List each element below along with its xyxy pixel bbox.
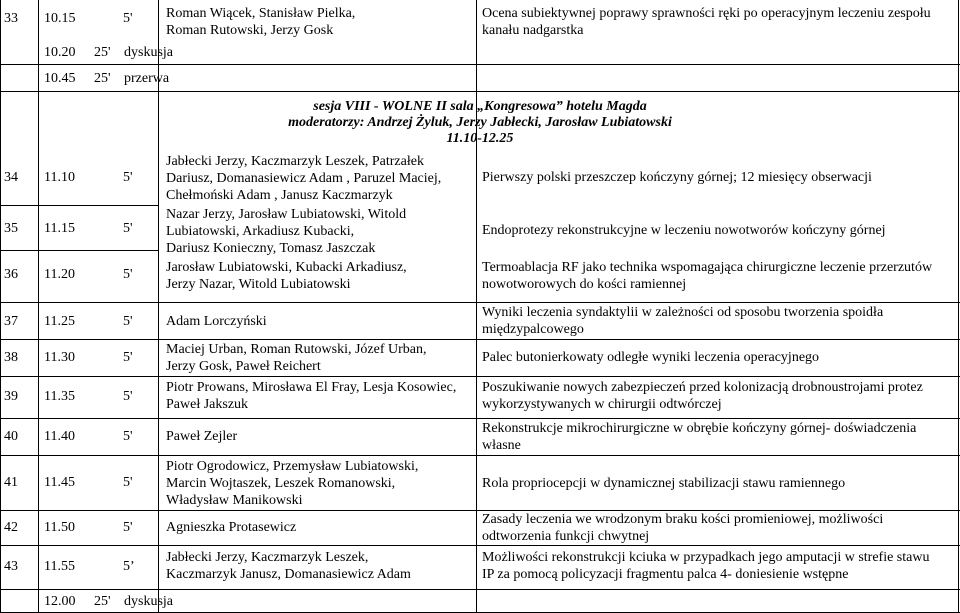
- break-label: dyskusja: [124, 594, 173, 609]
- grid-line: [0, 250, 158, 251]
- session-title: sesja VIII - WOLNE II sala „Kongresowa” hotelu Magda: [313, 99, 647, 114]
- row-time: 11.45: [44, 475, 75, 490]
- row-time: 10.15: [44, 11, 76, 26]
- row-time: 11.15: [44, 221, 75, 236]
- row-duration: 5': [123, 389, 133, 404]
- row-authors: Jerzy Gosk, Paweł Reichert: [166, 359, 321, 374]
- grid-line: [158, 0, 159, 613]
- break-time: 10.20: [44, 45, 76, 60]
- row-authors: Maciej Urban, Roman Rutowski, Józef Urban,: [166, 342, 427, 357]
- break-duration: 25': [94, 71, 111, 86]
- break-duration: 25': [94, 45, 111, 60]
- row-time: 11.10: [44, 170, 75, 185]
- row-title: międzypalcowego: [482, 322, 584, 337]
- grid-line: [0, 91, 960, 92]
- row-time: 11.20: [44, 267, 75, 282]
- row-authors: Nazar Jerzy, Jarosław Lubiatowski, Witold: [166, 207, 407, 222]
- row-duration: 5': [123, 314, 133, 329]
- row-title: Pierwszy polski przeszczep kończyny górnej; 12 miesięcy obserwacji: [482, 170, 872, 185]
- row-authors: Agnieszka Protasewicz: [166, 520, 297, 535]
- row-title: Palec butonierkowaty odległe wyniki leczenia operacyjnego: [482, 350, 820, 365]
- row-title: Ocena subiektywnej poprawy sprawności ręki po operacyjnym leczeniu zespołu: [482, 6, 931, 21]
- row-authors: Marcin Wojtaszek, Leszek Romanowski,: [166, 476, 396, 491]
- row-time: 11.25: [44, 314, 75, 329]
- row-title: Endoprotezy rekonstrukcyjne w leczeniu nowotworów kończyny górnej: [482, 223, 886, 238]
- row-authors: Paweł Zejler: [166, 429, 238, 444]
- row-number: 39: [4, 389, 18, 404]
- grid-line: [476, 0, 477, 613]
- row-authors: Władysław Manikowski: [166, 493, 303, 508]
- row-authors: Piotr Prowans, Mirosława El Fray, Lesja Kosowiec,: [166, 380, 457, 395]
- row-title: wykorzystywanych w chirurgii odtwórczej: [482, 397, 722, 412]
- row-title: odtworzenia funkcji chwytnej: [482, 529, 650, 544]
- row-number: 37: [4, 314, 18, 329]
- row-time: 11.35: [44, 389, 75, 404]
- grid-line: [0, 545, 960, 546]
- grid-line: [0, 589, 960, 590]
- row-duration: 5': [123, 267, 133, 282]
- row-title: kanału nadgarstka: [482, 23, 584, 38]
- break-label: dyskusja: [124, 45, 173, 60]
- grid-line: [0, 339, 960, 340]
- row-authors: Roman Wiącek, Stanisław Pielka,: [166, 6, 356, 21]
- session-moderators: moderatorzy: Andrzej Żyluk, Jerzy Jabłecki, Jarosław Lubiatowski: [288, 115, 672, 130]
- row-duration: 5': [123, 520, 133, 535]
- row-authors: Jabłecki Jerzy, Kaczmarzyk Leszek, Patrzałek: [166, 154, 424, 169]
- break-duration: 25': [94, 594, 111, 609]
- grid-line: [0, 64, 960, 65]
- row-duration: 5': [123, 350, 133, 365]
- row-title: Rekonstrukcje mikrochirurgiczne w obrębie kończyny górnej- doświadczenia: [482, 421, 917, 436]
- break-label: przerwa: [124, 71, 170, 86]
- row-number: 42: [4, 520, 18, 535]
- grid-line: [0, 418, 960, 419]
- row-title: IP za pomocą policyzacji fragmentu palca 4- doniesienie wstępne: [482, 567, 849, 582]
- session-time: 11.10-12.25: [446, 131, 514, 146]
- row-title: Termoablacja RF jako technika wspomagająca chirurgiczne leczenie przerzutów: [482, 260, 933, 275]
- row-number: 33: [4, 11, 18, 26]
- row-authors: Dariusz, Domanasiewicz Adam , Paruzel Maciej,: [166, 171, 442, 186]
- row-duration: 5': [123, 475, 133, 490]
- row-number: 38: [4, 350, 18, 365]
- row-duration: 5': [123, 221, 133, 236]
- row-authors: Jerzy Nazar, Witold Lubiatowski: [166, 277, 351, 292]
- row-authors: Lubiatowski, Arkadiusz Kubacki,: [166, 224, 355, 239]
- grid-line: [0, 205, 158, 206]
- grid-line: [0, 0, 1, 613]
- row-time: 11.55: [44, 559, 75, 574]
- row-number: 41: [4, 475, 18, 490]
- session-header: [200, 99, 760, 147]
- row-number: 40: [4, 429, 18, 444]
- row-number: 34: [4, 170, 18, 185]
- row-authors: Dariusz Konieczny, Tomasz Jaszczak: [166, 241, 376, 256]
- row-authors: Jabłecki Jerzy, Kaczmarzyk Leszek,: [166, 550, 369, 565]
- row-authors: Adam Lorczyński: [166, 314, 267, 329]
- grid-line: [0, 455, 960, 456]
- break-time: 12.00: [44, 594, 76, 609]
- row-number: 43: [4, 559, 18, 574]
- row-title: Poszukiwanie nowych zabezpieczeń przed kolonizacją drobnoustrojami protez: [482, 380, 923, 395]
- row-authors: Piotr Ogrodowicz, Przemysław Lubiatowski,: [166, 459, 419, 474]
- row-authors: Roman Rutowski, Jerzy Gosk: [166, 23, 334, 38]
- grid-line: [0, 376, 960, 377]
- row-authors: Jarosław Lubiatowski, Kubacki Arkadiusz,: [166, 260, 407, 275]
- row-title: własne: [482, 438, 521, 453]
- grid-line: [0, 302, 960, 303]
- grid-line: [38, 0, 39, 613]
- row-time: 11.50: [44, 520, 75, 535]
- row-title: Rola propriocepcji w dynamicznej stabilizacji stawu ramiennego: [482, 476, 846, 491]
- row-duration: 5': [123, 429, 133, 444]
- row-authors: Paweł Jakszuk: [166, 397, 249, 412]
- row-authors: Kaczmarzyk Janusz, Domanasiewicz Adam: [166, 567, 411, 582]
- row-title: Możliwości rekonstrukcji kciuka w przypadkach jego amputacji w strefie stawu: [482, 550, 930, 565]
- row-title: nowotworowych do kości ramiennej: [482, 277, 687, 292]
- row-time: 11.30: [44, 350, 75, 365]
- row-title: Zasady leczenia we wrodzonym braku kości promieniowej, możliwości: [482, 512, 884, 527]
- row-time: 11.40: [44, 429, 75, 444]
- row-authors: Chełmoński Adam , Janusz Kaczmarzyk: [166, 188, 393, 203]
- break-time: 10.45: [44, 71, 76, 86]
- row-number: 35: [4, 221, 18, 236]
- grid-line: [958, 0, 959, 613]
- row-duration: 5': [123, 11, 133, 26]
- row-duration: 5’: [123, 559, 135, 574]
- row-number: 36: [4, 267, 18, 282]
- row-title: Wyniki leczenia syndaktylii w zależności od sposobu tworzenia spoidła: [482, 305, 884, 320]
- row-duration: 5': [123, 170, 133, 185]
